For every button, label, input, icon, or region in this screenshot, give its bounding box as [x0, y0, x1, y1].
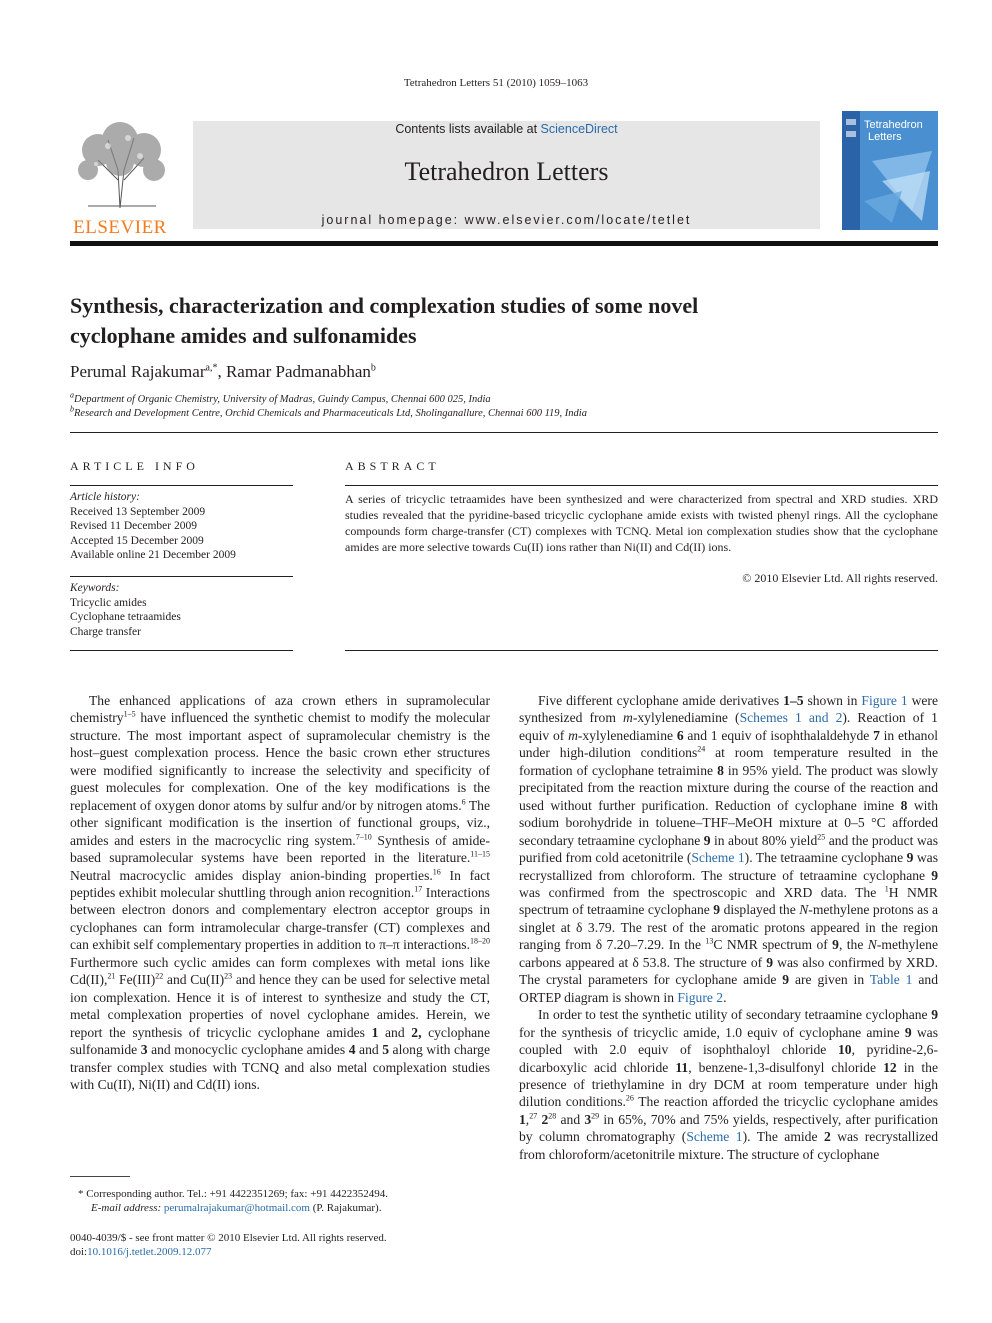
- author-2-affil: b: [370, 362, 376, 374]
- author-separator: ,: [217, 362, 226, 381]
- compound-number: 6: [676, 727, 684, 743]
- journal-homepage[interactable]: journal homepage: www.elsevier.com/locate/tetlet: [321, 213, 692, 227]
- aff-a-mark: a: [70, 390, 74, 400]
- cross-reference-link[interactable]: Schemes 1 and 2: [739, 710, 843, 726]
- body-paragraph: The enhanced applications of aza crown ethers in supramolecular chemistry$^{1-5}$ have influenced the synthetic chemist to modify the molecular structure. The most important aspect of supramolecular chemistry is the host–guest complexation process. Hence the basic crown ether structures were modified significantly to increase the selectivity and specificity of guest molecules for complexation. One of the key modifications is the replacement of oxygen donor atoms by sulfur and/or by nitrogen atoms.$^6$ The other significant modification is the insertion of functional groups, viz., amides and esters in the macrocyclic ring system.$^{7-10}$ Synthesis of amide-based supramolecular systems have been reported in the literature.$^{11-15}$ Neutral macrocyclic amides display anion-binding properties.$^{16}$ In fact peptides exhibit molecular shuttling through anion recognition.$^{17}$ Interactions between electron donors and complementary electron acceptor groups in cyclophanes can form intramolecular charge-transfer (CT) complexes and can exhibit self complementary properties in addition to π–π interactions.$^{18-20}$ Furthermore such cyclic amides can form complexes with metal ions like Cd(II),$^{21}$ Fe(III)$^{22}$ and Cu(II)$^{23}$ and hence they can be used for selective metal ion complexation. Hence it is of interest to synthesize and study the CT, metal complexation properties of novel cyclophane amides. Herein, we report the synthesis of tricyclic cyclophane amides 1 and 2, cyclophane sulfonamide 3 and monocyclic cyclophane amides 4 and 5 along with charge transfer complex studies with TCNQ and also metal complexation studies with Cu(II), Ni(II) and Cd(II) ions.: [70, 693, 490, 1092]
- email-line: [78, 1201, 498, 1215]
- compound-number: 1–5: [783, 693, 804, 708]
- citation-superscript[interactable]: 27: [529, 1111, 538, 1121]
- doi-link[interactable]: 10.1016/j.tetlet.2009.12.077: [87, 1246, 212, 1258]
- keywords-label: Keywords:: [70, 582, 120, 594]
- compound-number: 12: [883, 1059, 897, 1075]
- affiliation-b: [70, 404, 587, 419]
- keyword-item: Cyclophane tetraamides: [70, 611, 181, 623]
- citation-superscript[interactable]: 13: [705, 936, 714, 946]
- cross-reference-link[interactable]: Scheme 1: [691, 850, 745, 866]
- citation-superscript[interactable]: 1: [884, 884, 889, 894]
- italic-text: N: [867, 937, 877, 953]
- footnote-rule: [70, 1176, 130, 1177]
- compound-number: 5: [382, 1042, 390, 1058]
- affiliation-a: [70, 390, 491, 405]
- compound-number: 9: [703, 832, 711, 848]
- citation-superscript[interactable]: 1–5: [123, 709, 136, 719]
- elsevier-logo: [68, 120, 172, 238]
- cross-reference-link[interactable]: Figure 1: [861, 693, 908, 708]
- compound-number: 9: [832, 937, 839, 953]
- contents-line: [193, 122, 820, 136]
- citation-superscript[interactable]: 23: [224, 971, 233, 981]
- compound-number: 9: [782, 972, 790, 988]
- body-left-column: [70, 692, 490, 1093]
- email-link[interactable]: perumalrajakumar@hotmail.com: [163, 1202, 310, 1214]
- compound-number: 2: [823, 1129, 831, 1145]
- sciencedirect-link[interactable]: ScienceDirect: [540, 122, 618, 136]
- compound-number: 10: [838, 1042, 852, 1058]
- authors: [70, 362, 376, 382]
- italic-text: m: [568, 727, 578, 743]
- compound-number: 9: [906, 850, 914, 866]
- abstract-copyright: © 2010 Elsevier Ltd. All rights reserved.: [742, 571, 938, 585]
- compound-number: 2: [541, 1111, 549, 1127]
- issn-line: 0040-4039/$ - see front matter © 2010 Elsevier Ltd. All rights reserved.: [70, 1232, 387, 1244]
- compound-number: 1: [371, 1024, 379, 1040]
- compound-number: 7: [873, 727, 880, 743]
- author-2[interactable]: Ramar Padmanabhan: [225, 362, 371, 381]
- compound-number: 9: [713, 902, 721, 918]
- author-1[interactable]: Perumal Rajakumar: [70, 362, 206, 381]
- compound-number: 1: [519, 1111, 526, 1127]
- elsevier-wordmark: ELSEVIER: [73, 217, 167, 238]
- aff-b-text: Research and Development Centre, Orchid Chemicals and Pharmaceuticals Ltd, Sholinganallure, Chennai 600 119, India: [74, 408, 587, 419]
- citation-superscript[interactable]: 11–15: [470, 849, 490, 859]
- compound-number: 4: [348, 1042, 356, 1058]
- cover-title-2: Letters: [868, 131, 902, 143]
- article-info-heading: ARTICLE INFO: [70, 459, 199, 473]
- author-1-affil: a,*: [205, 362, 218, 374]
- cross-reference-link[interactable]: Figure 2: [677, 989, 724, 1005]
- compound-number: 2,: [411, 1024, 422, 1040]
- article-title: [70, 291, 870, 351]
- compound-number: 9: [931, 1007, 938, 1023]
- history-accepted: Accepted 15 December 2009: [70, 534, 204, 547]
- citation-superscript[interactable]: 21: [107, 971, 116, 981]
- keywords: [70, 581, 293, 639]
- divider-abstract-bottom: [345, 650, 938, 651]
- compound-number: 8: [717, 762, 724, 778]
- body-paragraph: Five different cyclophane amide derivatives 1–5 shown in Figure 1 were synthesized from m-xylylenediamine (Schemes 1 and 2). Reaction of 1 equiv of m-xylylenediamine 6 and 1 equiv of isophthalaldehyde 7 in ethanol under high-dilution conditions$^{24}$ at room temperature resulted in the formation of cyclophane tetraimine 8 in 95% yield. The product was slowly precipitated from the reaction mixture during the course of the reaction and used without further purification. Reduction of cyclophane imine 8 with sodium borohydride in toluene–THF–MeOH mixture at 0–5 °C afforded secondary tetraamine cyclophane 9 in about 80% yield$^{25}$ and the product was purified from cold acetonitrile (Scheme 1). The tetraamine cyclophane 9 was recrystallized from chloroform. The structure of tetraamine cyclophane 9 was confirmed from the spectroscopic and XRD data. The $^1$H NMR spectrum of tetraamine cyclophane 9 displayed the N-methylene protons as a singlet at δ 3.79. The rest of the aromatic protons appeared in the region ranging from δ 7.20–7.29. In the $^{13}$C NMR spectrum of 9, the N-methylene carbons appeared at δ 53.8. The structure of 9 was also confirmed by XRD. The crystal parameters for cyclophane amide 9 are given in Table 1 and ORTEP diagram is shown in Figure 2.: [519, 693, 939, 1005]
- citation-superscript[interactable]: 7–10: [355, 832, 372, 842]
- email-suffix: (P. Rajakumar).: [312, 1202, 382, 1214]
- history-label: Article history:: [70, 491, 140, 503]
- italic-text: m: [623, 710, 633, 726]
- compound-number: 9: [931, 867, 938, 883]
- history-received: Received 13 September 2009: [70, 505, 206, 518]
- aff-a-text: Department of Organic Chemistry, University of Madras, Guindy Campus, Chennai 600 025, India: [74, 394, 491, 405]
- compound-number: 8: [900, 797, 908, 813]
- divider-header: [70, 432, 938, 433]
- journal-name: Tetrahedron Letters: [404, 157, 609, 186]
- running-header: Tetrahedron Letters 51 (2010) 1059–1063: [403, 77, 589, 89]
- body-paragraph: In order to test the synthetic utility of secondary tetraamine cyclophane 9 for the synthesis of tricyclic amide, 1.0 equiv of cyclophane amine 9 was coupled with 2.0 equiv of isophthaloyl chloride 10, pyridine-2,6-dicarboxylic acid chloride 11, benzene-1,3-disulfonyl chloride 12 in the presence of triethylamine in dry DCM at room temperature under high dilution conditions.$^{26}$ The reaction afforded the tricyclic cyclophane amides 1,27 $2^{28}$ and $3^{29}$ in 65%, 70% and 75% yields, respectively, after purification by column chromatography (Scheme 1). The amide 2 was recrystallized from chloroform/acetonitrile mixture. The structure of cyclophane: [519, 1007, 938, 1162]
- compound-number: 9: [904, 1024, 912, 1040]
- cross-reference-link[interactable]: Table 1: [869, 972, 913, 988]
- citation-superscript[interactable]: 18–20: [470, 936, 490, 946]
- divider-info-bottom: [70, 650, 293, 651]
- citation-superscript[interactable]: 6: [461, 797, 466, 807]
- citation-superscript[interactable]: 28: [548, 1111, 557, 1121]
- elsevier-tree-icon: [68, 120, 172, 212]
- compound-number: 3: [140, 1042, 148, 1058]
- masthead-rule: [70, 241, 938, 246]
- keyword-item: Tricyclic amides: [70, 596, 147, 609]
- citation-superscript[interactable]: 16: [432, 867, 441, 876]
- history-revised: Revised 11 December 2009: [70, 520, 197, 532]
- compound-number: 3: [584, 1111, 592, 1127]
- body-right-column: [519, 692, 938, 1163]
- citation-superscript[interactable]: 22: [155, 971, 164, 981]
- cover-title-1: Tetrahedron: [864, 119, 923, 131]
- contents-prefix: Contents lists available at: [395, 122, 538, 136]
- citation-superscript[interactable]: 17: [414, 884, 423, 894]
- citation-superscript[interactable]: 26: [625, 1093, 634, 1103]
- compound-number: 11: [675, 1059, 689, 1075]
- aff-b-mark: b: [70, 404, 74, 414]
- abstract-heading: ABSTRACT: [345, 459, 440, 473]
- divider-info-top: [70, 485, 293, 486]
- citation-superscript[interactable]: 29: [591, 1111, 600, 1121]
- title-line-1: Synthesis, characterization and complexation studies of some novel: [70, 293, 699, 318]
- citation-superscript[interactable]: 24: [697, 744, 706, 754]
- cover-graphic-icon: [842, 111, 938, 230]
- doi-line: [70, 1245, 490, 1259]
- compound-number: 9: [766, 954, 774, 970]
- corresponding-footnote: [78, 1187, 498, 1215]
- divider-abstract-top: [345, 485, 938, 486]
- corresponding-author: * Corresponding author. Tel.: +91 4422351269; fax: +91 4422352494.: [78, 1188, 388, 1200]
- title-line-2: cyclophane amides and sulfonamides: [70, 323, 417, 348]
- article-history: [70, 490, 293, 563]
- cross-reference-link[interactable]: Scheme 1: [686, 1129, 743, 1145]
- keyword-item: Charge transfer: [70, 625, 141, 638]
- journal-cover: [842, 111, 938, 230]
- citation-superscript[interactable]: 25: [817, 832, 826, 842]
- divider-info-mid: [70, 576, 293, 577]
- italic-text: N: [799, 902, 809, 918]
- history-online: Available online 21 December 2009: [70, 549, 236, 561]
- doi-label: doi:: [70, 1246, 88, 1258]
- email-label: E-mail address:: [91, 1202, 162, 1214]
- abstract-text: A series of tricyclic tetraamides have been synthesized and were characterized from spectral and XRD studies. XRD studies revealed that the pyridine-based tricyclic cyclophane amide exists with twisted phenyl rings. All the cyclophane compounds form charge-transfer (CT) complexes with TCNQ. Metal ion complexation studies show that the cyclophane amides are more selective towards Cu(II) ions rather than Ni(II) and Cd(II) ions.: [345, 492, 938, 554]
